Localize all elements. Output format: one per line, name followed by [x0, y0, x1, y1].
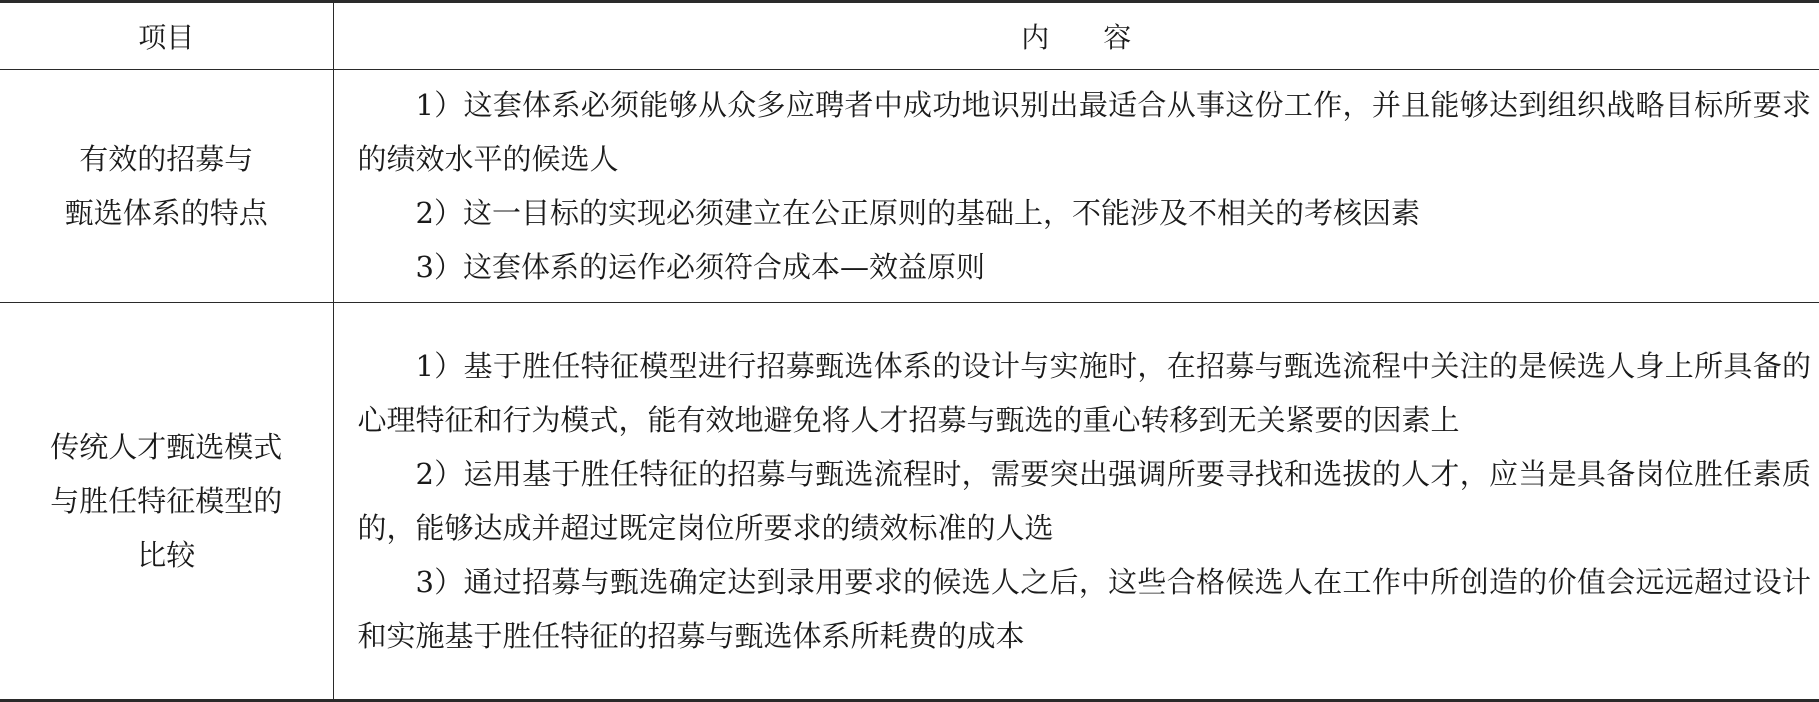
- content-cell: [333, 303, 1819, 701]
- item-cell: [0, 303, 333, 701]
- content-point: 2）运用基于胜任特征的招募与甄选流程时，需要突出强调所要寻找和选拔的人才，应当是具备岗位胜任素质的，能够达成并超过既定岗位所要求的绩效标准的人选: [357, 457, 1811, 545]
- table-header-row: [0, 2, 1819, 70]
- header-content: [333, 2, 1819, 70]
- table-row: [0, 70, 1819, 303]
- header-item: 项目: [0, 2, 333, 70]
- content-cell: [333, 70, 1819, 303]
- item-line: 与胜任特征模型的: [50, 484, 283, 518]
- item-line: 比较: [137, 538, 196, 572]
- item-line: 传统人才甄选模式: [50, 430, 283, 464]
- item-cell: [0, 70, 333, 303]
- content-point: 1）基于胜任特征模型进行招募甄选体系的设计与实施时，在招募与甄选流程中关注的是候选人身上所具备的心理特征和行为模式，能有效地避免将人才招募与甄选的重心转移到无关紧要的因素上: [357, 349, 1811, 437]
- item-line: 甄选体系的特点: [64, 196, 268, 230]
- header-content-label: 内容: [1021, 21, 1186, 54]
- item-line: 有效的招募与: [79, 142, 254, 176]
- content-point: 2）这一目标的实现必须建立在公正原则的基础上，不能涉及不相关的考核因素: [415, 196, 1420, 230]
- content-point: 3）通过招募与甄选确定达到录用要求的候选人之后，这些合格候选人在工作中所创造的价值会远远超过设计和实施基于胜任特征的招募与甄选体系所耗费的成本: [357, 565, 1811, 653]
- table-row: [0, 303, 1819, 701]
- content-point: 1）这套体系必须能够从众多应聘者中成功地识别出最适合从事这份工作，并且能够达到组织战略目标所要求的绩效水平的候选人: [357, 88, 1811, 176]
- content-point: 3）这套体系的运作必须符合成本—效益原则: [415, 250, 985, 284]
